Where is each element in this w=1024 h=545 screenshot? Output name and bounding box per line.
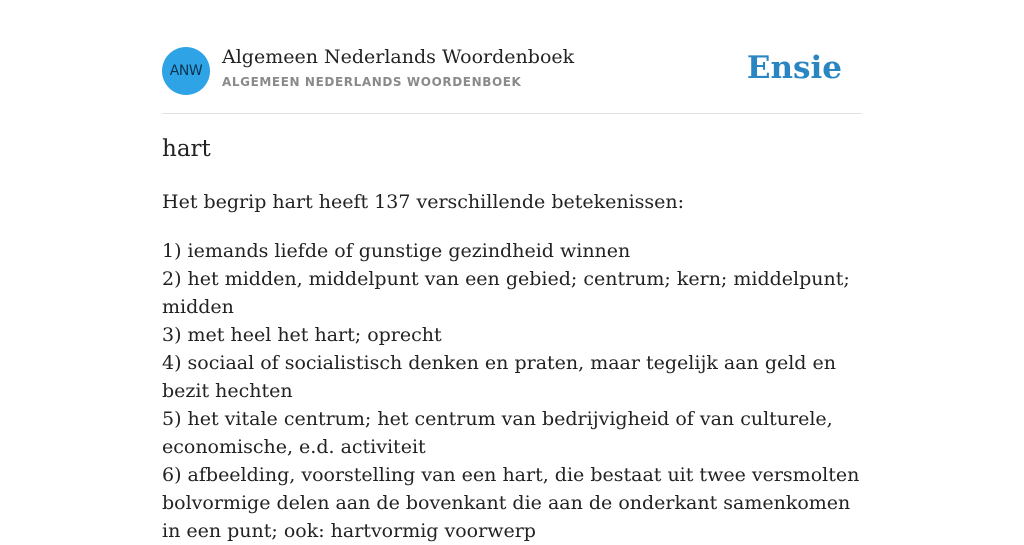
entry-word: hart — [162, 136, 211, 162]
page-container — [162, 0, 862, 542]
meaning-item[interactable]: 6) afbeelding, voorstelling van een hart, die bestaat uit twee versmolten bolvormige delen aan de bovenkant die aan de onderkant samenkomen in een punt; ook: hartvormig voorwerp — [162, 464, 860, 542]
entry-intro: Het begrip hart heeft 137 verschillende betekenissen: — [162, 191, 685, 213]
source-name[interactable]: Algemeen Nederlands Woordenboek — [222, 46, 575, 68]
meaning-item[interactable]: 3) met heel het hart; oprecht — [162, 324, 442, 346]
meanings-list — [162, 237, 862, 545]
meaning-item[interactable]: 1) iemands liefde of gunstige gezindheid winnen — [162, 240, 631, 262]
source-logo-text: ANW — [169, 63, 203, 79]
meaning-item[interactable]: 4) sociaal of socialistisch denken en praten, maar tegelijk aan geld en bezit hechten — [162, 352, 836, 402]
source-logo[interactable] — [162, 47, 210, 95]
source-subtitle: ALGEMEEN NEDERLANDS WOORDENBOEK — [222, 75, 522, 89]
brand-logo[interactable]: Ensie — [746, 50, 842, 86]
header — [162, 0, 862, 114]
meaning-item[interactable]: 2) het midden, middelpunt van een gebied; centrum; kern; middelpunt; midden — [162, 268, 850, 318]
meaning-item[interactable]: 5) het vitale centrum; het centrum van bedrijvigheid of van culturele, economische, e.d. activiteit — [162, 408, 833, 458]
